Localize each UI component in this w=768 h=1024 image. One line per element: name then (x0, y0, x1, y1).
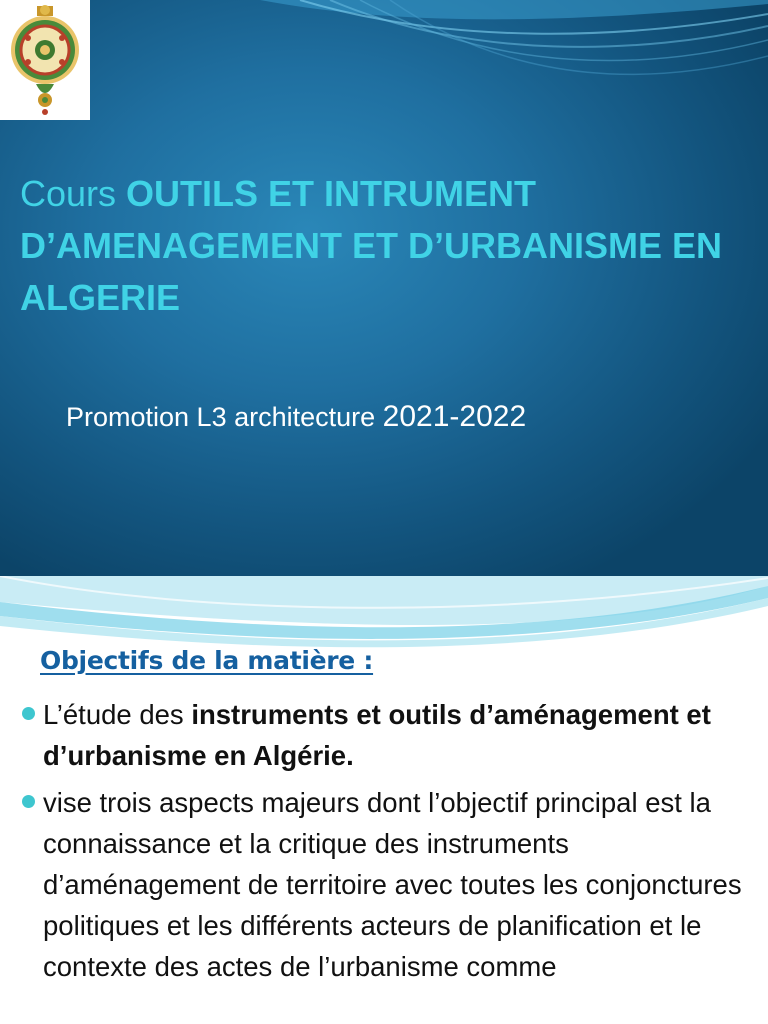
bullet-text: vise trois aspects majeurs dont l’objectif principal est la connaissance et la critique des instruments d’aménagement de territoire avec toutes les conjonctures politiques et les différents acteurs de planification et le contexte des actes de l’urbanisme comme (43, 787, 742, 982)
decorative-waves (0, 0, 768, 120)
title-main: OUTILS ET INTRUMENT D’AMENAGEMENT ET D’URBANISME EN ALGERIE (20, 173, 723, 318)
list-item (22, 694, 752, 776)
section-heading: Objectifs de la matière : (40, 646, 374, 675)
slide-subtitle (66, 395, 706, 439)
slide-title (20, 168, 750, 324)
university-seal-icon (0, 0, 90, 120)
subtitle-year: 2021-2022 (382, 400, 527, 433)
objectives-slide (0, 576, 768, 1024)
title-prefix: Cours (20, 173, 127, 214)
bullet-icon (22, 707, 35, 720)
bullet-list (22, 694, 752, 993)
bullet-text: L’étude des (43, 699, 192, 730)
subtitle-text: Promotion L3 architecture (66, 402, 383, 432)
university-logo (0, 0, 90, 120)
bullet-icon (22, 795, 35, 808)
bullet-text-bold: instruments et outils d’aménagement et d’urbanisme en Algérie. (43, 699, 711, 771)
list-item (22, 782, 752, 987)
